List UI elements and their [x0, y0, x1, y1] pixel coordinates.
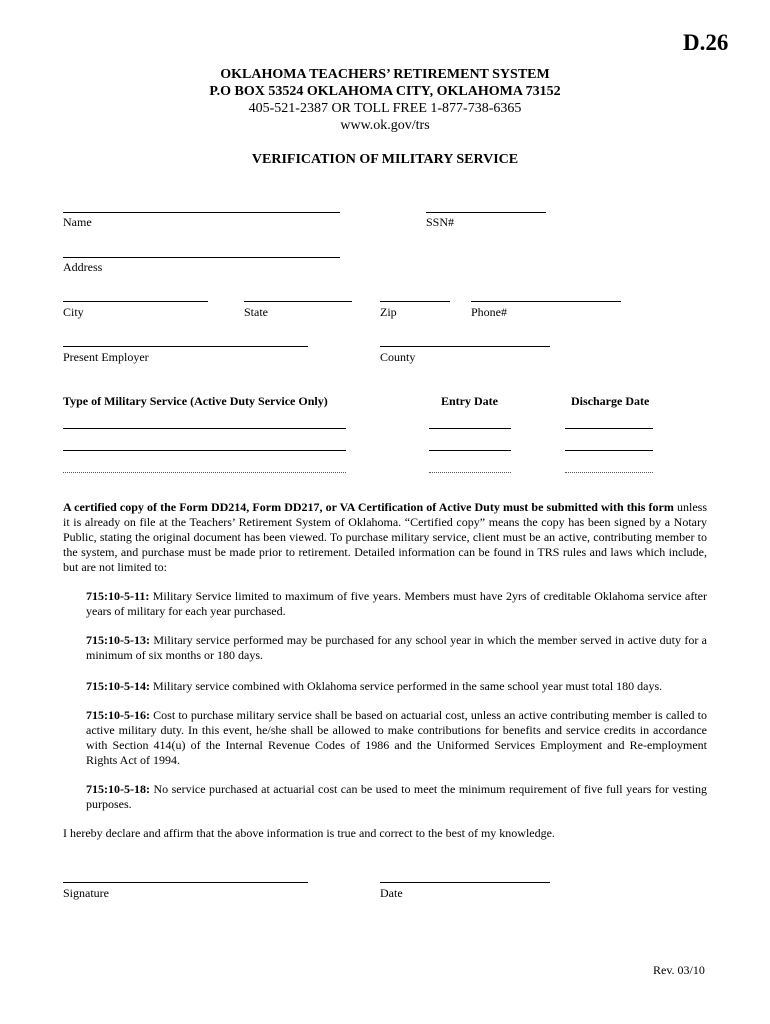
rule-code: 715:10-5-11:: [86, 589, 150, 603]
state-field-line[interactable]: [244, 301, 352, 302]
zip-label: Zip: [380, 305, 397, 319]
notice-paragraph: [63, 500, 707, 575]
rule-text: No service purchased at actuarial cost can be used to meet the minimum requirement of five full years for vesting purposes.: [86, 782, 707, 811]
ssn-field-line[interactable]: [426, 212, 546, 213]
org-phone: 405-521-2387 OR TOLL FREE 1-877-738-6365: [248, 101, 522, 116]
service-type-line-1[interactable]: [63, 428, 346, 429]
rule-code: 715:10-5-16:: [86, 708, 150, 722]
rule-text: Military Service limited to maximum of five years. Members must have 2yrs of creditable Oklahoma service after years of military for each year purchased.: [86, 589, 707, 618]
rule-item: [86, 679, 707, 694]
service-type-line-2[interactable]: [63, 450, 346, 451]
rule-code: 715:10-5-18:: [86, 782, 150, 796]
county-field-line[interactable]: [380, 346, 550, 347]
address-label: Address: [63, 260, 103, 274]
rule-text: Military service combined with Oklahoma service performed in the same school year must total 180 days.: [149, 679, 663, 693]
org-name: OKLAHOMA TEACHERS’ RETIREMENT SYSTEM: [220, 67, 550, 82]
county-label: County: [380, 350, 416, 364]
form-code: D.26: [683, 30, 729, 55]
org-website: www.ok.gov/trs: [340, 118, 430, 133]
rule-item: [86, 782, 707, 812]
employer-label: Present Employer: [63, 350, 149, 364]
notice-body: unless it is already on file at the Teachers’ Retirement System of Oklahoma. “Certified copy” means the copy has been signed by a Notary Public, stating the original document has been viewed. To purchase military service, client must be an active, contributing member to the system, and purchase must be made prior to retirement. Detailed information can be found in TRS rules and laws which include, but are not limited to:: [63, 500, 708, 574]
org-address: P.O BOX 53524 OKLAHOMA CITY, OKLAHOMA 73152: [209, 84, 561, 99]
notice-lead: A certified copy of the Form DD214, Form DD217, or VA Certification of Active Duty must be submitted with this form: [63, 500, 674, 514]
discharge-date-line-1[interactable]: [565, 428, 653, 429]
entry-date-line-3[interactable]: [429, 472, 511, 473]
discharge-date-line-3[interactable]: [565, 472, 653, 473]
discharge-date-line-2[interactable]: [565, 450, 653, 451]
city-field-line[interactable]: [63, 301, 208, 302]
date-field-line[interactable]: [380, 882, 550, 883]
rule-item: [86, 708, 707, 768]
rule-code: 715:10-5-14:: [86, 679, 150, 693]
state-label: State: [244, 305, 268, 319]
name-label: Name: [63, 215, 92, 229]
service-type-header: Type of Military Service (Active Duty Service Only): [63, 394, 328, 408]
rule-item: [86, 633, 707, 663]
entry-date-line-1[interactable]: [429, 428, 511, 429]
rule-item: [86, 589, 707, 619]
revision-label: Rev. 03/10: [653, 963, 705, 977]
rule-text: Military service performed may be purchased for any school year in which the member served in active duty for a minimum of six months or 180 days.: [86, 633, 707, 662]
rule-code: 715:10-5-13:: [86, 633, 150, 647]
form-title: VERIFICATION OF MILITARY SERVICE: [251, 152, 519, 167]
discharge-date-header: Discharge Date: [571, 394, 650, 408]
address-field-line[interactable]: [63, 257, 340, 258]
ssn-label: SSN#: [426, 215, 455, 229]
phone-label: Phone#: [471, 305, 507, 319]
city-label: City: [63, 305, 84, 319]
signature-label: Signature: [63, 886, 109, 900]
date-label: Date: [380, 886, 403, 900]
employer-field-line[interactable]: [63, 346, 308, 347]
entry-date-header: Entry Date: [441, 394, 498, 408]
zip-field-line[interactable]: [380, 301, 450, 302]
service-type-line-3[interactable]: [63, 472, 346, 473]
name-field-line[interactable]: [63, 212, 340, 213]
entry-date-line-2[interactable]: [429, 450, 511, 451]
phone-field-line[interactable]: [471, 301, 621, 302]
rule-text: Cost to purchase military service shall be based on actuarial cost, unless an active contributing member is called to active military duty. In this event, he/she shall be allowed to make contributions for benefits and service credits in accordance with Section 414(u) of the Internal Revenue Codes of 1986 and the Uniformed Services Employment and Re-employment Rights Act of 1994.: [86, 708, 707, 767]
signature-field-line[interactable]: [63, 882, 308, 883]
declaration-text: I hereby declare and affirm that the above information is true and correct to the best of my knowledge.: [63, 826, 555, 840]
